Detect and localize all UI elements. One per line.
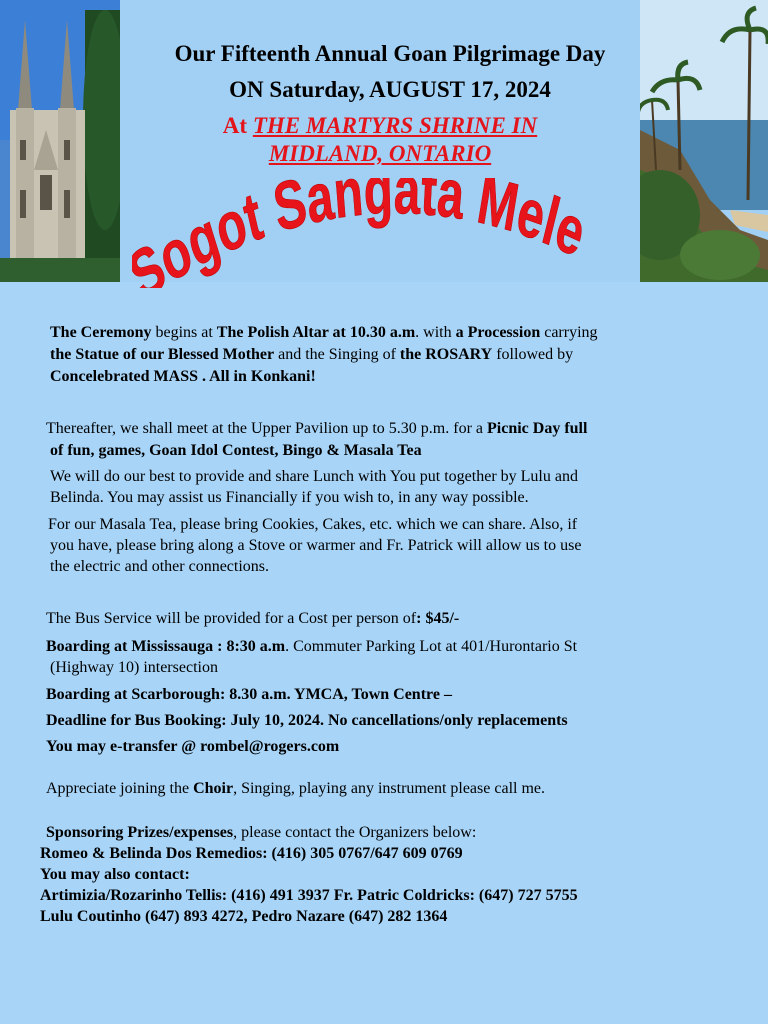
contact-tellis-coldricks: Artimizia/Rozarinho Tellis: (416) 491 3937 Fr. Patric Coldricks: (647) 727 5755 xyxy=(40,887,578,904)
tea-line1: For our Masala Tea, please bring Cookies, Cakes, etc. which we can share. Also, if xyxy=(48,516,578,533)
venue-name-line1: THE MARTYRS SHRINE IN xyxy=(252,113,538,138)
tea-line3: the electric and other connections. xyxy=(50,558,270,575)
event-title: Our Fifteenth Annual Goan Pilgrimage Day xyxy=(174,41,606,66)
flyer-body xyxy=(0,282,768,1024)
bus-deadline: Deadline for Bus Booking: July 10, 2024. No cancellations/only replacements xyxy=(46,712,568,729)
ceremony-line1: The Ceremony begins at The Polish Altar at 10.30 a.m. with a Procession carrying xyxy=(50,324,598,341)
ceremony-line2: the Statue of our Blessed Mother and the Singing of the ROSARY followed by xyxy=(50,346,574,363)
picnic-line2: of fun, games, Goan Idol Contest, Bingo & Masala Tea xyxy=(50,442,422,459)
venue-name-line2: MIDLAND, ONTARIO xyxy=(268,141,492,166)
contact-organizers: Romeo & Belinda Dos Remedios: (416) 305 0767/647 609 0769 xyxy=(40,845,463,862)
lunch-line2: Belinda. You may assist us Financially if you wish to, in any way possible. xyxy=(50,489,529,506)
picnic-line1: Thereafter, we shall meet at the Upper Pavilion up to 5.30 p.m. for a Picnic Day full xyxy=(46,420,588,437)
choir-note: Appreciate joining the Choir, Singing, playing any instrument please call me. xyxy=(46,780,545,797)
sponsor-note: Sponsoring Prizes/expenses, please contact the Organizers below: xyxy=(46,824,477,841)
tea-line2: you have, please bring along a Stove or warmer and Fr. Patrick will allow us to use xyxy=(50,537,582,554)
bus-etransfer: You may e-transfer @ rombel@rogers.com xyxy=(46,738,340,755)
banner-text: ogot Sangata Mele xyxy=(149,178,597,288)
contact-coutinho-nazare: Lulu Coutinho (647) 893 4272, Pedro Nazare (647) 282 1364 xyxy=(40,908,448,925)
event-date: ON Saturday, AUGUST 17, 2024 xyxy=(229,77,551,102)
bus-scarborough: Boarding at Scarborough: 8.30 a.m. YMCA, Town Centre – xyxy=(46,686,452,703)
bus-intro: The Bus Service will be provided for a Cost per person of: $45/- xyxy=(46,610,460,627)
lunch-line1: We will do our best to provide and share Lunch with You put together by Lulu and xyxy=(50,468,578,485)
event-venue: At THE MARTYRS SHRINE IN MIDLAND, ONTARIO xyxy=(222,113,538,166)
bus-mississauga: Boarding at Mississauga : 8:30 a.m. Commuter Parking Lot at 401/Hurontario St xyxy=(46,638,578,655)
ceremony-line3: Concelebrated MASS . All in Konkani! xyxy=(50,368,316,385)
flyer-header xyxy=(0,0,768,288)
konkani-banner xyxy=(132,178,632,288)
contact-also: You may also contact: xyxy=(40,866,190,883)
bus-mississauga-detail: (Highway 10) intersection xyxy=(50,659,218,676)
